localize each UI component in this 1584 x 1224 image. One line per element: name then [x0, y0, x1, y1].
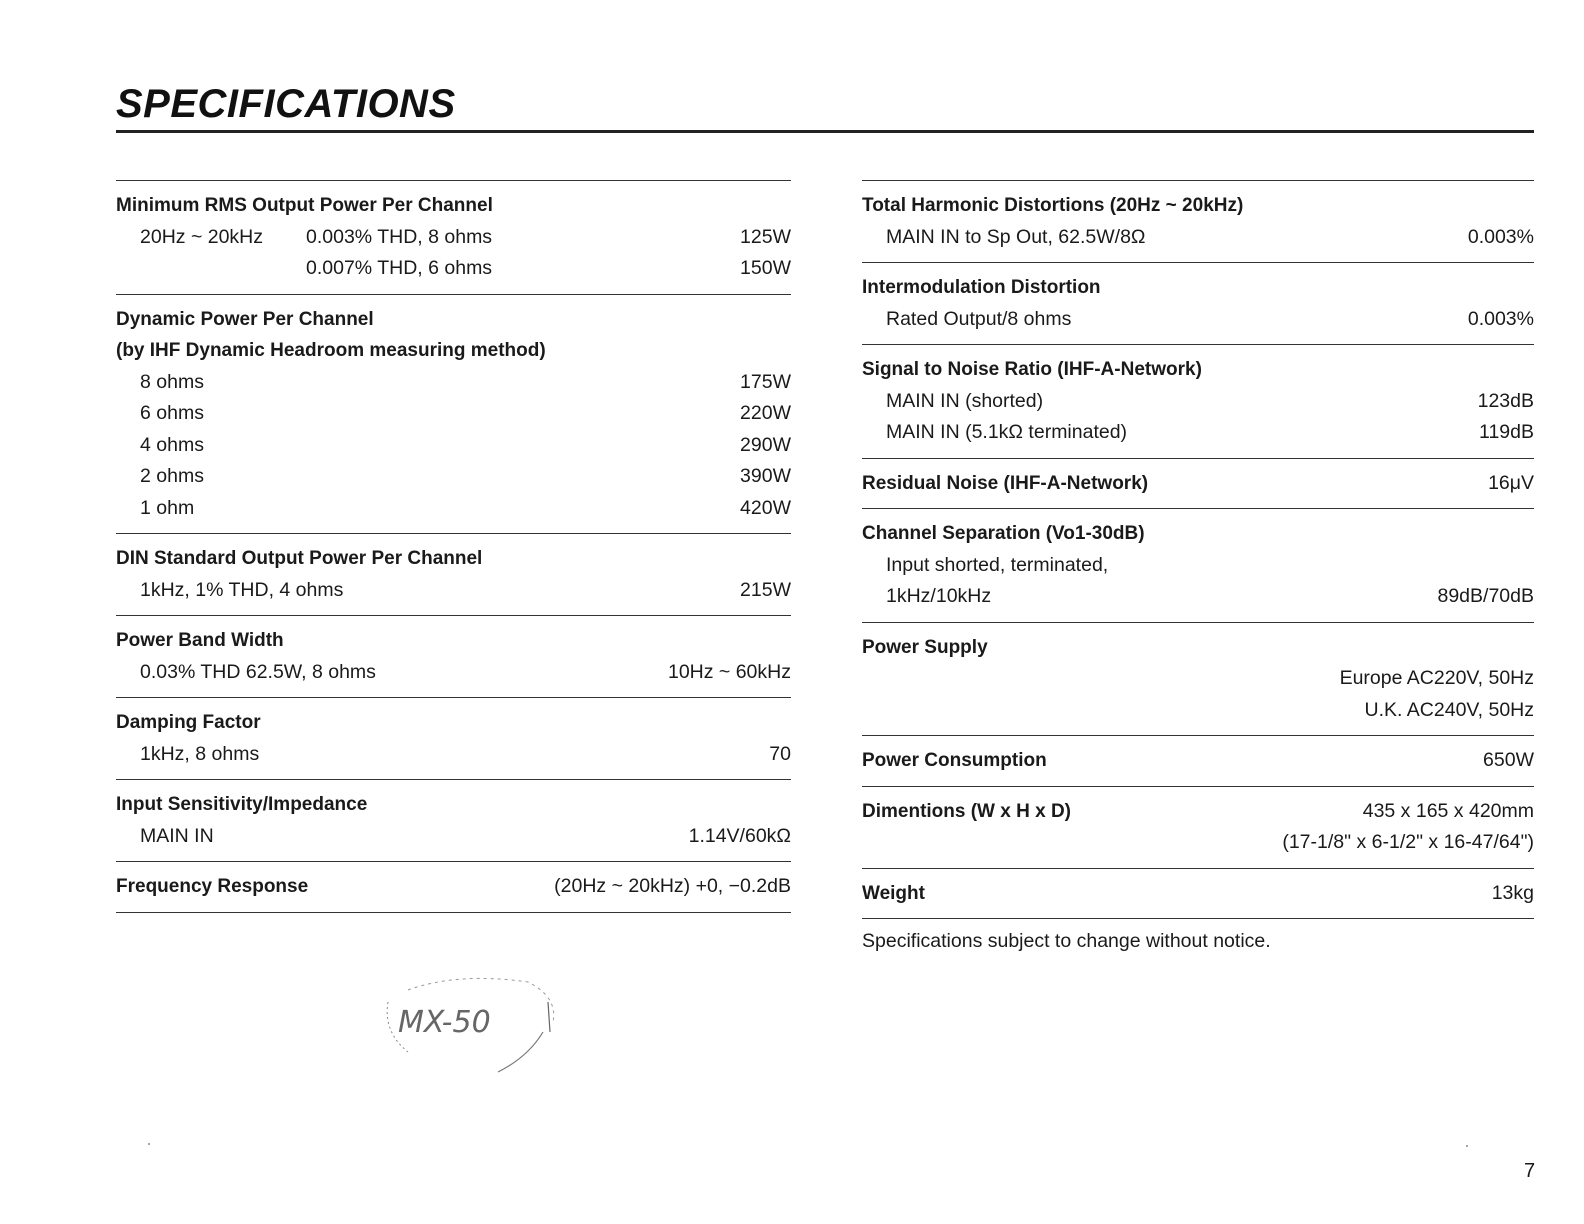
handwritten-model-note: [378, 972, 568, 1087]
spec-value: 16μV: [1488, 471, 1534, 494]
spec-heading: Dimentions (W x H x D): [862, 800, 1072, 822]
spec-label: 6 ohms: [140, 402, 204, 424]
spec-value: 119dB: [1479, 421, 1534, 443]
spec-value: 220W: [740, 402, 791, 424]
spec-value: 123dB: [1477, 389, 1534, 412]
spec-label: 2 ohms: [140, 465, 204, 487]
left-column: [116, 180, 791, 913]
spec-label: 0.03% THD 62.5W, 8 ohms: [140, 660, 376, 683]
title-rule: [116, 130, 1534, 133]
spec-damping-factor: [116, 698, 791, 780]
speck: [1466, 1145, 1468, 1147]
spec-value: 420W: [740, 496, 791, 519]
spec-power-bandwidth: [116, 616, 791, 698]
spec-value: 150W: [740, 257, 791, 279]
spec-dynamic-power: [116, 295, 791, 535]
spec-heading: Power Consumption: [862, 750, 1047, 771]
spec-residual-noise: [862, 459, 1534, 510]
spec-heading: Power Band Width: [116, 630, 284, 651]
spec-value: 1.14V/60kΩ: [688, 824, 791, 847]
spec-value: 13kg: [1491, 881, 1534, 904]
spec-value: 650W: [1483, 749, 1534, 771]
spec-label: MAIN IN (5.1kΩ terminated): [886, 421, 1128, 443]
spec-heading: Damping Factor: [116, 712, 261, 733]
spec-power-consumption: [862, 736, 1534, 787]
spec-label: MAIN IN: [140, 824, 214, 847]
spec-label: 1 ohm: [140, 496, 195, 519]
spec-heading: Signal to Noise Ratio (IHF-A-Network): [862, 359, 1202, 380]
spec-value: U.K. AC240V, 50Hz: [1364, 698, 1534, 721]
handwritten-text: MX-50: [398, 1005, 491, 1040]
spec-label: Rated Output/8 ohms: [886, 307, 1072, 330]
spec-input-sensitivity: [116, 780, 791, 862]
spec-value: 215W: [740, 578, 791, 601]
spec-heading: Weight: [862, 882, 925, 904]
spec-value: 0.003%: [1467, 307, 1534, 330]
spec-heading: Input Sensitivity/Impedance: [116, 794, 368, 815]
spec-value: Europe AC220V, 50Hz: [1339, 667, 1534, 689]
spec-label: 0.007% THD, 6 ohms: [306, 257, 493, 279]
spec-heading: Power Supply: [862, 636, 988, 658]
spec-heading: Frequency Response: [116, 876, 309, 897]
spec-label: 8 ohms: [140, 370, 204, 393]
spec-heading: DIN Standard Output Power Per Channel: [116, 548, 483, 569]
spec-heading: Intermodulation Distortion: [862, 277, 1101, 298]
handwritten-annotation: [378, 972, 568, 1082]
spec-label: 1kHz, 1% THD, 4 ohms: [140, 578, 344, 601]
spec-label: 1kHz, 8 ohms: [140, 742, 260, 765]
spec-value: 175W: [740, 370, 791, 393]
spec-thd: [862, 181, 1534, 263]
spec-dimensions: [862, 787, 1534, 869]
page-title: SPECIFICATIONS: [116, 82, 456, 126]
spec-power-supply: [862, 623, 1534, 737]
notice-text: Specifications subject to change without notice.: [862, 930, 1271, 952]
spec-label: MAIN IN (shorted): [886, 389, 1044, 412]
spec-heading: (by IHF Dynamic Headroom measuring method): [116, 340, 546, 361]
spec-heading: Channel Separation (Vo1-30dB): [862, 523, 1145, 544]
spec-value: 0.003%: [1467, 225, 1534, 248]
spec-value: 70: [769, 742, 791, 765]
spec-heading: Minimum RMS Output Power Per Channel: [116, 195, 493, 216]
spec-value: 89dB/70dB: [1437, 585, 1534, 607]
spec-heading: Residual Noise (IHF-A-Network): [862, 472, 1149, 494]
spec-value: (17-1/8" x 6-1/2" x 16-47/64"): [1282, 831, 1534, 853]
page-number: 7: [1524, 1160, 1536, 1182]
spec-frequency-response: [116, 862, 791, 913]
spec-value: 125W: [740, 225, 791, 248]
spec-label: MAIN IN to Sp Out, 62.5W/8Ω: [886, 225, 1146, 248]
spec-value: (20Hz ~ 20kHz) +0, −0.2dB: [554, 875, 791, 897]
spec-imd: [862, 263, 1534, 345]
spec-label: 4 ohms: [140, 433, 204, 456]
speck: [148, 1143, 150, 1145]
spec-din-output: [116, 534, 791, 616]
spec-snr: [862, 345, 1534, 459]
right-column: [862, 180, 1534, 919]
spec-label: 0.003% THD, 8 ohms: [306, 225, 493, 248]
spec-value: 10Hz ~ 60kHz: [667, 660, 791, 683]
spec-value: 290W: [740, 433, 791, 456]
spec-heading: Total Harmonic Distortions (20Hz ~ 20kHz): [862, 195, 1244, 216]
spec-range: 20Hz ~ 20kHz: [140, 225, 264, 248]
spec-channel-separation: [862, 509, 1534, 623]
spec-weight: [862, 869, 1534, 920]
spec-rms-output: [116, 181, 791, 295]
spec-value: 435 x 165 x 420mm: [1362, 799, 1534, 822]
spec-label: Input shorted, terminated,: [886, 553, 1109, 576]
spec-heading: Dynamic Power Per Channel: [116, 308, 374, 330]
spec-label: 1kHz/10kHz: [886, 585, 992, 607]
spec-value: 390W: [740, 465, 791, 487]
